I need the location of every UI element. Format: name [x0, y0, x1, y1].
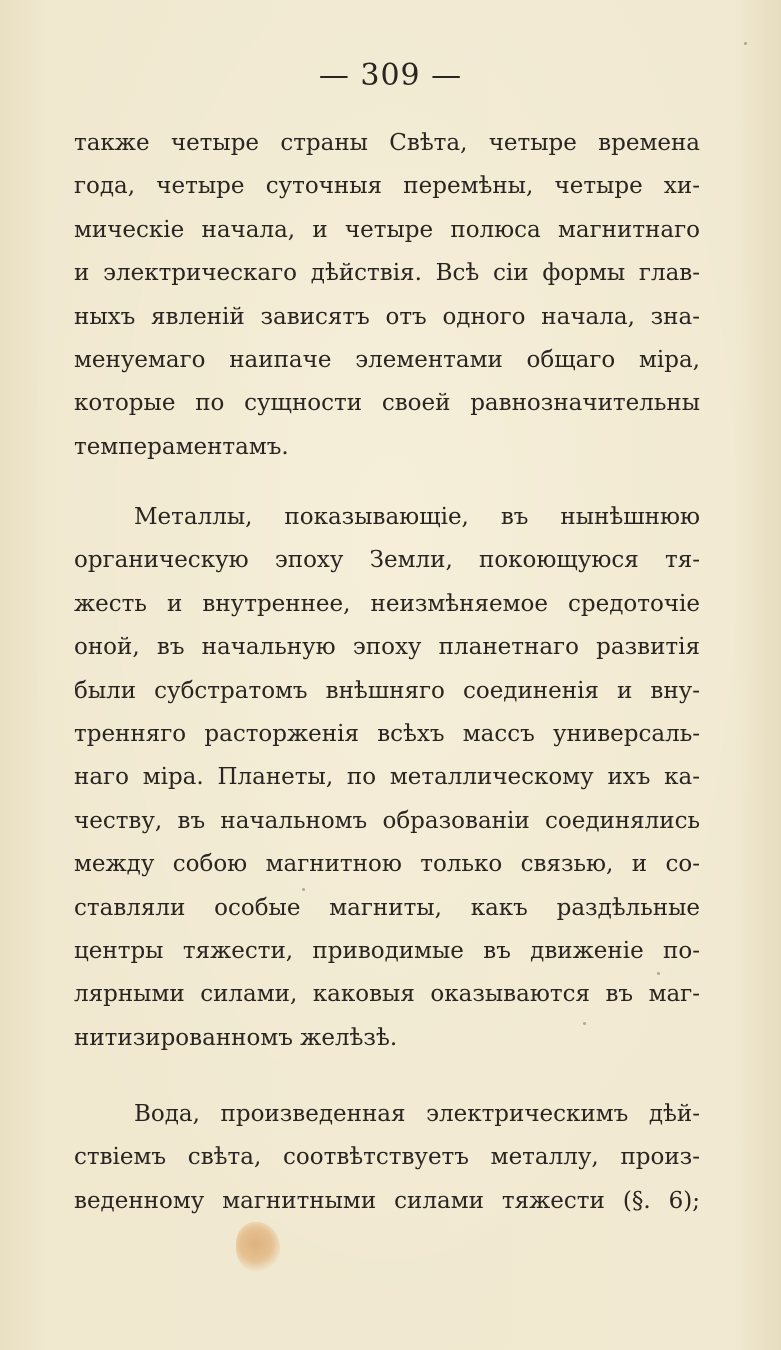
text-line: также четыре страны Свѣта, четыре времена: [74, 130, 700, 156]
text-line: органическую эпоху Земли, покоющуюся тя-: [74, 547, 700, 574]
text-line: менуемаго наипаче элементами общаго міра,: [74, 346, 700, 373]
text-line: ныхъ явленій зависятъ отъ одного начала, зна-: [74, 303, 700, 330]
text-line: честву, въ начальномъ образованіи соединялись: [74, 807, 700, 834]
paper-speck: [302, 888, 305, 891]
text-line: нитизированномъ желѣзѣ.: [74, 1024, 398, 1051]
text-line: центры тяжести, приводимые въ движеніе по-: [74, 937, 700, 964]
text-line: оной, въ начальную эпоху планетнаго развитія: [74, 634, 700, 661]
text-line: жесть и внутреннее, неизмѣняемое средоточіе: [74, 590, 700, 617]
paragraph-1: [74, 122, 700, 469]
text-line: темпераментамъ.: [74, 433, 289, 460]
text-line: которые по сущности своей равнозначительны: [74, 390, 700, 417]
text-line: года, четыре суточныя перемѣны, четыре хи-: [74, 173, 700, 200]
text-line: были субстратомъ внѣшняго соединенія и вну-: [74, 677, 700, 704]
text-line: мическіе начала, и четыре полюса магнитнаго: [74, 216, 700, 243]
paragraph-3: [74, 1093, 700, 1223]
page-number: — 309 —: [318, 58, 463, 93]
text-line: между собою магнитною только связью, и со-: [74, 851, 700, 878]
paper-speck: [657, 972, 660, 975]
paper-speck: [744, 42, 747, 45]
paper-speck: [583, 1022, 586, 1025]
text-line: и электрическаго дѣйствія. Всѣ сіи формы глав-: [74, 260, 700, 287]
text-line: Вода, произведенная электрическимъ дѣй-: [134, 1101, 700, 1127]
text-line: наго міра. Планеты, по металлическому ихъ ка-: [74, 764, 700, 791]
paper-stain: [236, 1222, 280, 1272]
text-line: тренняго расторженія всѣхъ массъ универсаль-: [74, 720, 700, 747]
text-line: Металлы, показывающіе, въ нынѣшнюю: [134, 504, 700, 530]
text-line: ствіемъ свѣта, соотвѣтствуетъ металлу, произ-: [74, 1144, 700, 1171]
text-line: веденному магнитными силами тяжести (§. 6);: [74, 1187, 700, 1214]
text-line: ставляли особые магниты, какъ раздѣльные: [74, 894, 700, 921]
text-line: лярными силами, каковыя оказываются въ маг-: [74, 981, 700, 1008]
paragraph-2: [74, 496, 700, 1060]
